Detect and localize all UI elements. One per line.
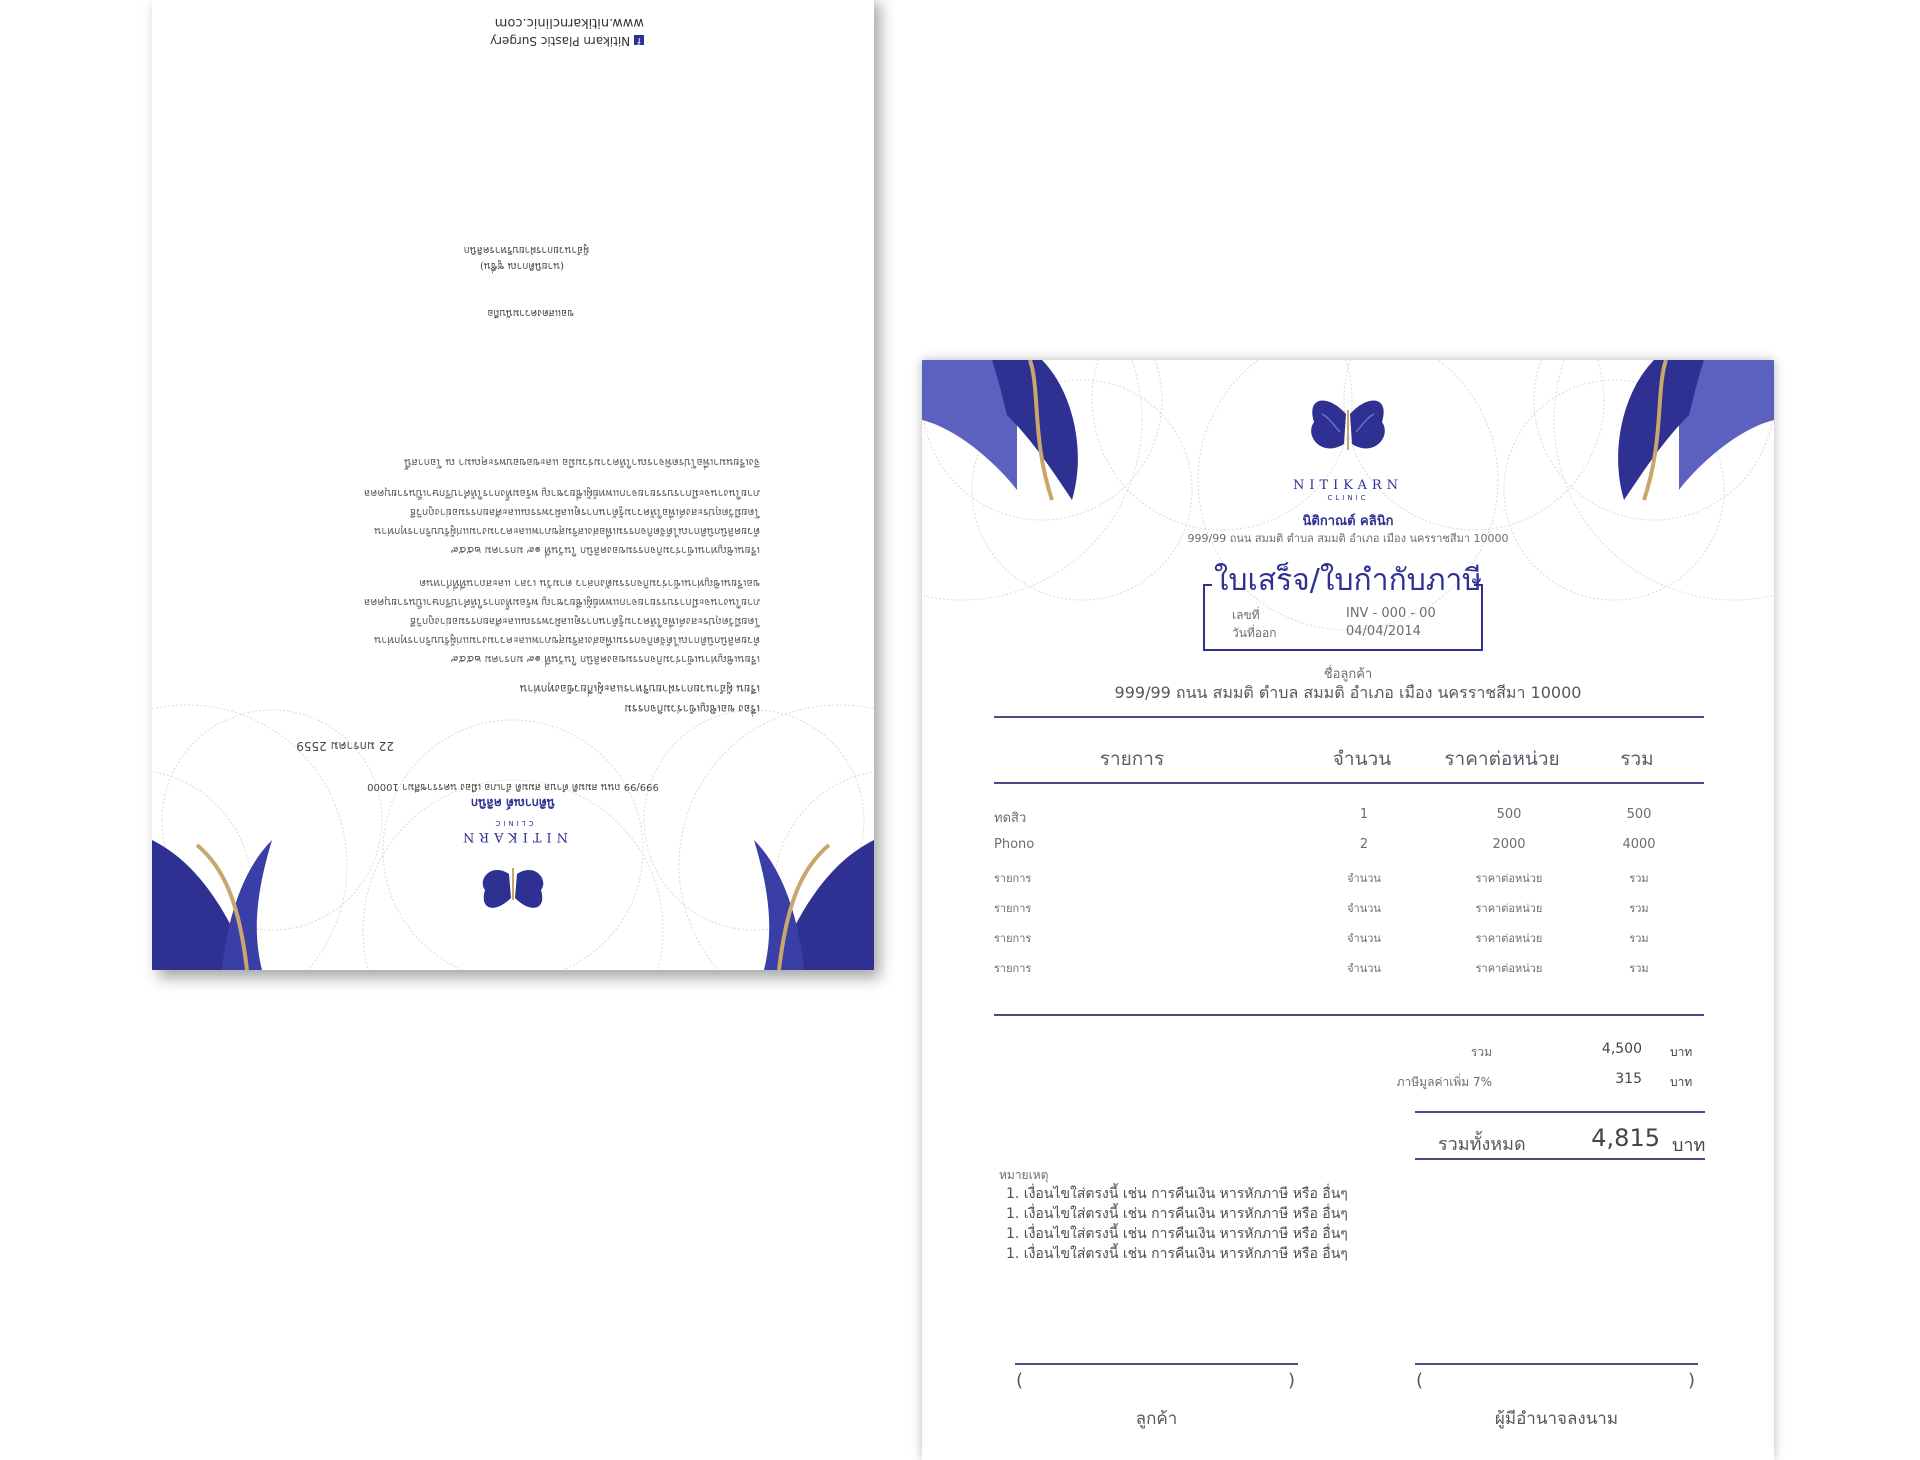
header-unit-price: ราคาต่อหน่วย <box>1444 748 1560 770</box>
notes-title: หมายเหตุ <box>999 1168 1049 1182</box>
table-header-rule <box>994 782 1704 784</box>
butterfly-logo-icon <box>483 868 544 908</box>
letterhead-clinic-name: นิติกาณต์ คลินิก <box>471 796 555 810</box>
table-row: Phono 2 2000 4000 <box>994 837 1656 852</box>
invoice-logo-sub: CLINIC <box>1327 494 1369 502</box>
body-line: เรียนเชิญท่านเข้าร่วมกิจกรรมของคลินิก ในวันที่ ๑๙ มกราคม ๒๕๕๙ <box>450 544 760 556</box>
authorized-signature-close-paren: ) <box>1688 1370 1696 1391</box>
invoice-page <box>922 360 1774 1460</box>
note-line: 1. เงื่อนไขใส่ตรงนี้ เช่น การคืนเงิน หารหักภาษี หรือ อื่นๆ <box>1006 1206 1348 1222</box>
letterhead-facebook <box>490 34 644 48</box>
invoice-date-value: 04/04/2014 <box>1346 624 1421 639</box>
note-line: 1. เงื่อนไขใส่ตรงนี้ เช่น การคืนเงิน หารหักภาษี หรือ อื่นๆ <box>1006 1226 1348 1242</box>
table-row: รายการ จำนวน ราคาต่อหน่วย รวม <box>994 902 1649 915</box>
subtotal-value: 4,500 <box>1601 1041 1642 1057</box>
body-line: ด้วยคลินิกนิติกาณได้จัดกิจกรรมเพื่อส่งเสริมสุขภาพและความงามแก่ผู้รับบริการทุกท่าน <box>374 525 760 537</box>
table-bottom-rule <box>994 1014 1704 1016</box>
table-row: ทดสิว 1 500 500 <box>994 807 1652 826</box>
facebook-icon: f <box>634 36 644 46</box>
butterfly-logo-icon <box>1311 401 1385 450</box>
customer-label: ชื่อลูกค้า <box>1323 667 1373 682</box>
letterhead-date: 22 มกราคม 2559 <box>296 739 394 753</box>
letterhead-recipient: เรียน ผู้อำนวยการฝ่ายบริหารและผู้เกี่ยวข้องทุกท่าน <box>519 682 760 695</box>
invoice-number-value: INV - 000 - 00 <box>1346 606 1436 621</box>
body-line: จึงเรียนมาเพื่อโปรดพิจารณาให้ความร่วมมือ และขอขอบพระคุณมา ณ โอกาสนี้ <box>404 456 760 468</box>
invoice-clinic-address: 999/99 ถนน สมมติ ตำบล สมมติ อำเภอ เมือง นครราชสีมา 10000 <box>1187 532 1509 545</box>
authorized-signature-line <box>1415 1363 1698 1365</box>
customer-signature-line <box>1015 1363 1298 1365</box>
grand-total-bottom-rule <box>1415 1158 1705 1160</box>
body-line: โดยมีวัตถุประสงค์เพื่อให้ความรู้ด้านการดูแลผิวพรรณและศัลยกรรมอย่างถูกวิธี <box>409 506 760 518</box>
table-row: รายการ จำนวน ราคาต่อหน่วย รวม <box>994 872 1649 885</box>
table-row: รายการ จำนวน ราคาต่อหน่วย รวม <box>994 932 1649 945</box>
subtotal-label: รวม <box>1470 1045 1492 1059</box>
letterhead-address: 999/99 ถนน สมมติ ตำบล สมมติ อำเภอ เมือง นครราชสีมา 10000 <box>367 781 659 792</box>
body-line: ขอเรียนเชิญท่านเข้าร่วมกิจกรรมดังกล่าว ตามวัน เวลา และสถานที่ที่กำหนด <box>419 577 760 589</box>
letterhead-signer-title: ผู้อำนวยการฝ่ายบริหารคลินิก <box>463 244 589 255</box>
letterhead-website: www.nitikarnclinic.com <box>494 15 644 30</box>
body-line: ภายในงานจะมีการบรรยายจากแพทย์ผู้เชี่ยวชาญ พร้อมทั้งการให้คำปรึกษาเป็นรายบุคคล <box>363 596 760 608</box>
header-item: รายการ <box>1099 748 1165 770</box>
header-total: รวม <box>1620 748 1654 770</box>
customer-signature-close-paren: ) <box>1288 1370 1296 1391</box>
letterhead-logo-text: NITIKARN <box>457 829 569 844</box>
letterhead-subject: เรื่อง ขอเชิญเข้าร่วมกิจกรรม <box>624 702 760 715</box>
header-qty: จำนวน <box>1332 748 1392 770</box>
customer-address: 999/99 ถนน สมมติ ตำบล สมมติ อำเภอ เมือง นครราชสีมา 10000 <box>1114 683 1582 702</box>
grand-total-unit: บาท <box>1672 1135 1706 1156</box>
grand-total-top-rule <box>1415 1111 1705 1113</box>
invoice-logo-text: NITIKARN <box>1292 478 1404 493</box>
letterhead-logo-sub: CLINIC <box>492 819 534 827</box>
body-line: เรียนเชิญท่านเข้าร่วมกิจกรรมของคลินิก ในวันที่ ๑๙ มกราคม ๒๕๕๙ <box>450 653 760 665</box>
invoice-clinic-name: นิติกาณต์ คลินิก <box>1302 514 1394 529</box>
body-line: โดยมีวัตถุประสงค์เพื่อให้ความรู้ด้านการดูแลผิวพรรณและศัลยกรรมอย่างถูกวิธี <box>409 615 760 627</box>
vat-value: 315 <box>1615 1071 1642 1087</box>
table-top-rule <box>994 716 1704 718</box>
letterhead-signer-name: (นายนิติกาณ ชูชื่น) <box>480 260 564 271</box>
customer-signature-label: ลูกค้า <box>1135 1409 1178 1429</box>
facebook-page-name: Nitikarn Plastic Surgery <box>489 34 631 48</box>
customer-signature-open-paren: ( <box>1016 1370 1024 1391</box>
letterhead-page <box>152 0 874 970</box>
body-line: ด้วยคลินิกนิติกาณได้จัดกิจกรรมเพื่อส่งเสริมสุขภาพและความงามแก่ผู้รับบริการทุกท่าน <box>374 634 760 646</box>
note-line: 1. เงื่อนไขใส่ตรงนี้ เช่น การคืนเงิน หารหักภาษี หรือ อื่นๆ <box>1006 1246 1348 1262</box>
table-row: รายการ จำนวน ราคาต่อหน่วย รวม <box>994 962 1649 975</box>
invoice-title: ใบเสร็จ/ใบกำกับภาษี <box>1213 563 1483 598</box>
note-line: 1. เงื่อนไขใส่ตรงนี้ เช่น การคืนเงิน หารหักภาษี หรือ อื่นๆ <box>1006 1186 1348 1202</box>
letterhead-body <box>200 452 760 668</box>
authorized-signature-label: ผู้มีอำนาจลงนาม <box>1494 1409 1619 1429</box>
vat-label: ภาษีมูลค่าเพิ่ม 7% <box>1396 1075 1492 1089</box>
grand-total-label: รวมทั้งหมด <box>1438 1134 1526 1155</box>
authorized-signature-open-paren: ( <box>1416 1370 1424 1391</box>
body-line: ภายในงานจะมีการบรรยายจากแพทย์ผู้เชี่ยวชาญ พร้อมทั้งการให้คำปรึกษาเป็นรายบุคคล <box>363 487 760 499</box>
letterhead-closing: ขอแสดงความนับถือ <box>487 307 574 318</box>
subtotal-unit: บาท <box>1670 1045 1693 1059</box>
invoice-date-label: วันที่ออก <box>1232 626 1277 640</box>
vat-unit: บาท <box>1670 1075 1693 1089</box>
grand-total-value: 4,815 <box>1591 1124 1660 1152</box>
invoice-number-label: เลขที่ <box>1232 608 1260 622</box>
